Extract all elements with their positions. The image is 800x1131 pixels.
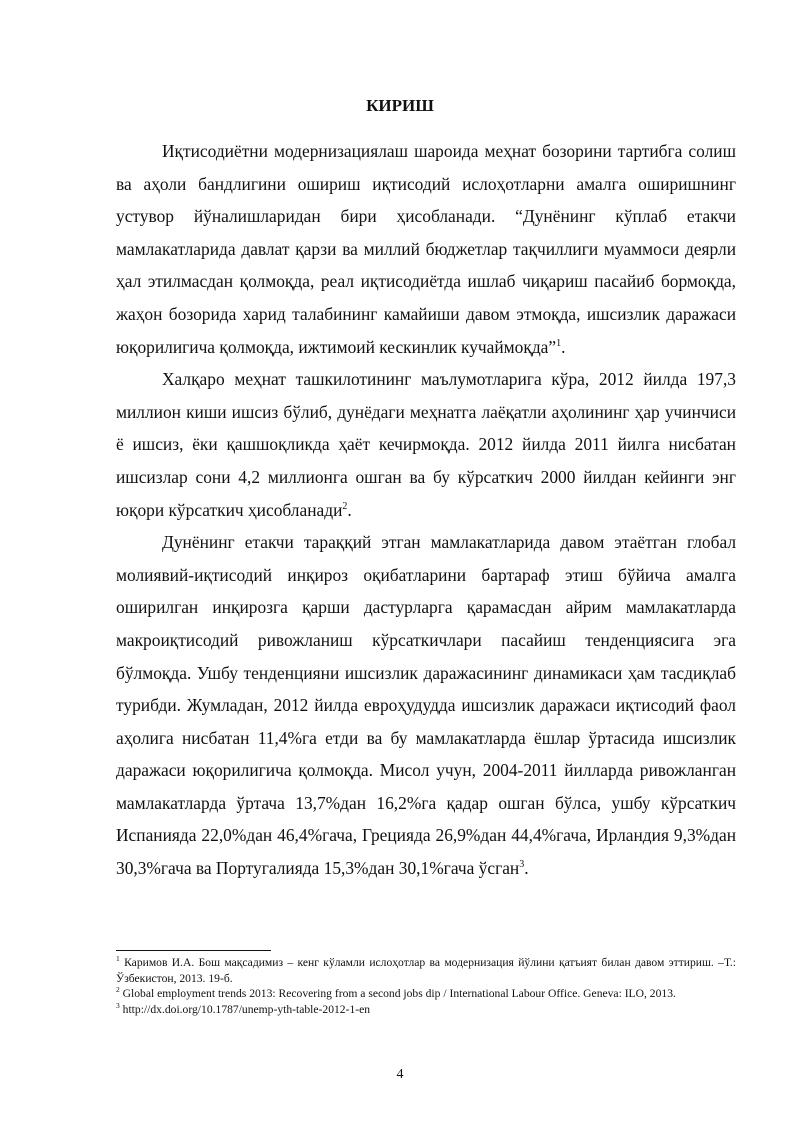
footnote-separator xyxy=(116,950,271,951)
paragraph-1 xyxy=(116,135,736,363)
footnote-ref-2[interactable]: 2 xyxy=(342,500,348,512)
footnote-number: 3 xyxy=(116,1000,120,1010)
page-number: 4 xyxy=(396,1067,404,1082)
footnote-number: 1 xyxy=(116,954,120,964)
paragraph-text: Дунёнинг етакчи тараққий этган мамлакатларида давом этаётган глобал молиявий-иқтисодий инқироз оқибатларини бартараф этиш бўйича амалга оширилган инқирозга қарши дастурларга қарамасдан айрим мамлакатларда макроиқтисодий ривожланиш кўрсаткичлари пасайиш тенденциясига эга бўлмоқда. Ушбу тенденцияни ишсизлик даражасининг динамикаси ҳам тасдиқлаб турибди. Жумладан, 2012 йилда евроҳудудда ишсизлик даражаси иқтисодий фаол аҳолига нисбатан 11,4%га етди ва бу мамлакатларда ёшлар ўртасида ишсизлик даражаси юқорилигича қолмоқда. Мисол учун, 2004-2011 йилларда ривожланган мамлакатларда ўртача 13,7%дан 16,2%га қадар ошган бўлса, ушбу кўрсаткич Испанияда 22,0%дан 46,4%гача, Грецияда 26,9%дан 44,4%гача, Ирландия 9,3%дан 30,3%гача ва Португалияда 15,3%дан 30,1%гача ўсган xyxy=(116,532,736,879)
paragraph-2 xyxy=(116,363,736,526)
paragraph-tail: . xyxy=(561,336,566,357)
body-text xyxy=(116,135,736,885)
footnote-text: Каримов И.А. Бош мақсадимиз – кенг кўламли ислоҳотлар ва модернизация йўлини қатъият билан давом эттириш. –Т.: Ўзбекистон, 2013. 19-б. xyxy=(116,956,736,985)
paragraph-3 xyxy=(116,526,736,885)
footnote-ref-1[interactable]: 1 xyxy=(556,337,562,349)
paragraph-tail: . xyxy=(347,499,352,520)
footnote-1 xyxy=(116,955,736,986)
paragraph-text: Иқтисодиётни модернизациялаш шароида меҳнат бозорини тартибга солиш ва аҳоли бандлигини ошириш иқтисодий ислоҳотларни амалга оширишнинг устувор йўналишларидан бири ҳисобланади. “Дунёнинг кўплаб етакчи мамлакатларида давлат қарзи ва миллий бюджетлар тақчиллиги муаммоси деярли ҳал этилмасдан қолмоқда, реал иқтисодиётда ишлаб чиқариш пасайиб бормоқда, жаҳон бозорида харид талабининг камайиши давом этмоқда, ишсизлик даражаси юқорилигича қолмоқда, ижтимоий кескинлик кучаймоқда” xyxy=(116,141,736,357)
footnote-2 xyxy=(116,986,736,1002)
page-title: КИРИШ xyxy=(366,96,434,115)
footnote-number: 2 xyxy=(116,985,120,995)
footnote-ref-3[interactable]: 3 xyxy=(519,859,525,871)
footnote-3 xyxy=(116,1002,736,1018)
footnotes xyxy=(116,955,736,1017)
footnote-link[interactable]: http://dx.doi.org/10.1787/unemp-yth-table-2012-1-en xyxy=(122,1002,371,1016)
paragraph-tail: . xyxy=(524,858,529,879)
footnote-text: Global employment trends 2013: Recovering from a second jobs dip / International Labour Office. Geneva: ILO, 2013. xyxy=(122,987,676,1001)
paragraph-text: Халқаро меҳнат ташкилотининг маълумотларига кўра, 2012 йилда 197,3 миллион киши ишсиз бўлиб, дунёдаги меҳнатга лаёқатли аҳолининг ҳар учинчиси ё ишсиз, ёки қашшоқликда ҳаёт кечирмоқда. 2012 йилда 2011 йилга нисбатан ишсизлар сони 4,2 миллионга ошган ва бу кўрсаткич 2000 йилдан кейинги энг юқори кўрсаткич ҳисобланади xyxy=(116,369,736,520)
